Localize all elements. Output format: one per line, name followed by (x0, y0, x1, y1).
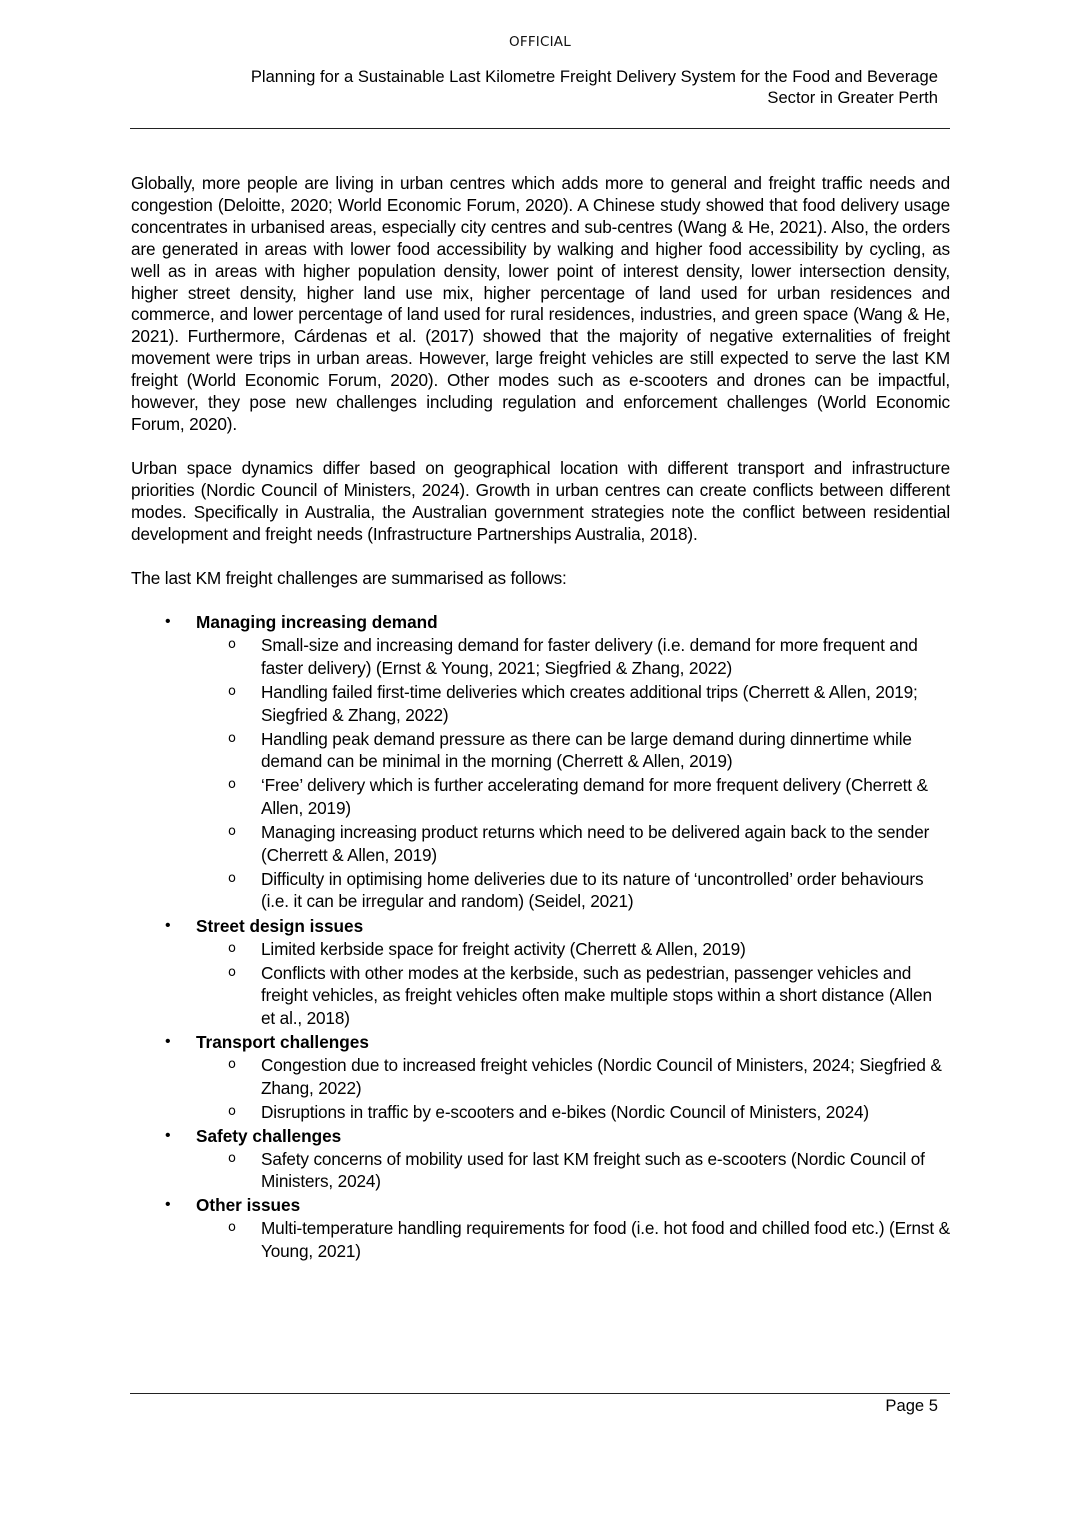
list-item: o ‘Free’ delivery which is further accelerating demand for more frequent delivery (Cherrett & Allen, 2019) (228, 775, 928, 819)
page-number: Page 5 (885, 1396, 938, 1415)
circle-bullet-icon: o (228, 940, 236, 956)
document-title (118, 66, 938, 108)
sub-list (196, 1054, 950, 1123)
challenge-heading: Street design issues (196, 915, 364, 936)
circle-bullet-icon: o (228, 730, 236, 746)
challenge-heading: Transport challenges (196, 1031, 369, 1052)
challenges-intro: The last KM freight challenges are summarised as follows: (131, 567, 567, 588)
bullet-icon: • (165, 1126, 171, 1144)
bullet-icon: • (165, 1032, 171, 1050)
sub-list (196, 1217, 950, 1262)
challenge-street-design (131, 915, 950, 1030)
challenge-heading: Safety challenges (196, 1125, 342, 1146)
challenge-other (131, 1194, 950, 1262)
header-divider (130, 128, 950, 129)
circle-bullet-icon: o (228, 1056, 236, 1072)
circle-bullet-icon: o (228, 1220, 236, 1236)
list-item: o Handling peak demand pressure as there can be large demand during dinnertime while demand can be minimal in the morning (Cherrett & Allen, 2019) (228, 728, 912, 772)
challenge-transport (131, 1031, 950, 1123)
circle-bullet-icon: o (228, 1150, 236, 1166)
list-item: o Congestion due to increased freight vehicles (Nordic Council of Ministers, 2024; Siegfried & Zhang, 2022) (228, 1054, 942, 1098)
list-item: o Limited kerbside space for freight activity (Cherrett & Allen, 2019) (228, 938, 746, 959)
bullet-icon: • (165, 916, 171, 934)
circle-bullet-icon: o (228, 684, 236, 700)
list-item: o Safety concerns of mobility used for last KM freight such as e-scooters (Nordic Council of Ministers, 2024) (228, 1148, 925, 1192)
bullet-icon: • (165, 613, 171, 631)
circle-bullet-icon: o (228, 870, 236, 886)
page-body (131, 173, 950, 1264)
footer-divider (130, 1393, 950, 1394)
list-item: o Managing increasing product returns which need to be delivered again back to the sender (Cherrett & Allen, 2019) (228, 822, 930, 865)
list-item: o Small-size and increasing demand for faster delivery (i.e. demand for more frequent and faster delivery) (Ernst & Young, 2021; Siegfried & Zhang, 2022) (228, 635, 918, 678)
list-item: o Disruptions in traffic by e-scooters and e-bikes (Nordic Council of Ministers, 2024) (228, 1101, 869, 1122)
paragraph-urban-centres: Globally, more people are living in urban centres which adds more to general and freight traffic needs and congestion (Deloitte, 2020; World Economic Forum, 2020). A Chinese study showed that food delivery usage concentrates in urbanised areas, especially city centres and sub-centres (Wang & He, 2021). Also, the orders are generated in areas with lower food accessibility by walking and higher food accessibility by cycling, as well as in areas with higher population density, lower point of interest density, lower intersection density, higher street density, higher land use mix, higher percentage of land used for urban residences and commerce, and lower percentage of land used for rural residences, industries, and green space (Wang & He, 2021). Furthermore, Cárdenas et al. (2017) showed that the majority of negative externalities of freight movement were trips in urban areas. However, large freight vehicles are still expected to serve the last KM freight (World Economic Forum, 2020). Other modes such as e-scooters and drones can be impactful, however, they pose new challenges including regulation and enforcement challenges (World Economic Forum, 2020). (131, 173, 950, 434)
circle-bullet-icon: o (228, 777, 236, 793)
challenge-heading: Other issues (196, 1195, 301, 1216)
challenge-managing-demand (131, 611, 950, 913)
paragraph-urban-space-dynamics: Urban space dynamics differ based on geographical location with different transport and infrastructure priorities (Nordic Council of Ministers, 2024). Growth in urban centres can create conflicts between different modes. Specifically in Australia, the Australian government strategies note the conflict between residential development and freight needs (Infrastructure Partnerships Australia, 2018). (131, 457, 950, 544)
circle-bullet-icon: o (228, 824, 236, 840)
list-item: o Multi-temperature handling requirements for food (i.e. hot food and chilled food etc.) (Ernst & Young, 2021) (228, 1218, 950, 1261)
document-title-line-1: Planning for a Sustainable Last Kilometre Freight Delivery System for the Food and Beverage (250, 67, 938, 86)
challenge-safety (131, 1125, 950, 1193)
classification-marking: OFFICIAL (509, 34, 571, 50)
list-item: o Handling failed first-time deliveries which creates additional trips (Cherrett & Allen, 2019; Siegfried & Zhang, 2022) (228, 682, 918, 725)
circle-bullet-icon: o (228, 1103, 236, 1119)
sub-list (196, 634, 950, 913)
challenges-list (131, 611, 950, 1262)
sub-list (196, 1148, 950, 1193)
sub-list (196, 938, 950, 1030)
circle-bullet-icon: o (228, 637, 236, 653)
challenge-heading: Managing increasing demand (196, 612, 438, 633)
list-item: o Conflicts with other modes at the kerbside, such as pedestrian, passenger vehicles and freight vehicles, as freight vehicles often make multiple stops within a short distance (Allen et al., 2018) (228, 962, 932, 1028)
list-item: o Difficulty in optimising home deliveries due to its nature of ‘uncontrolled’ order behaviours (i.e. it can be irregular and random) (Seidel, 2021) (228, 868, 924, 912)
circle-bullet-icon: o (228, 964, 236, 980)
document-title-line-2: Sector in Greater Perth (767, 88, 938, 107)
bullet-icon: • (165, 1196, 171, 1214)
